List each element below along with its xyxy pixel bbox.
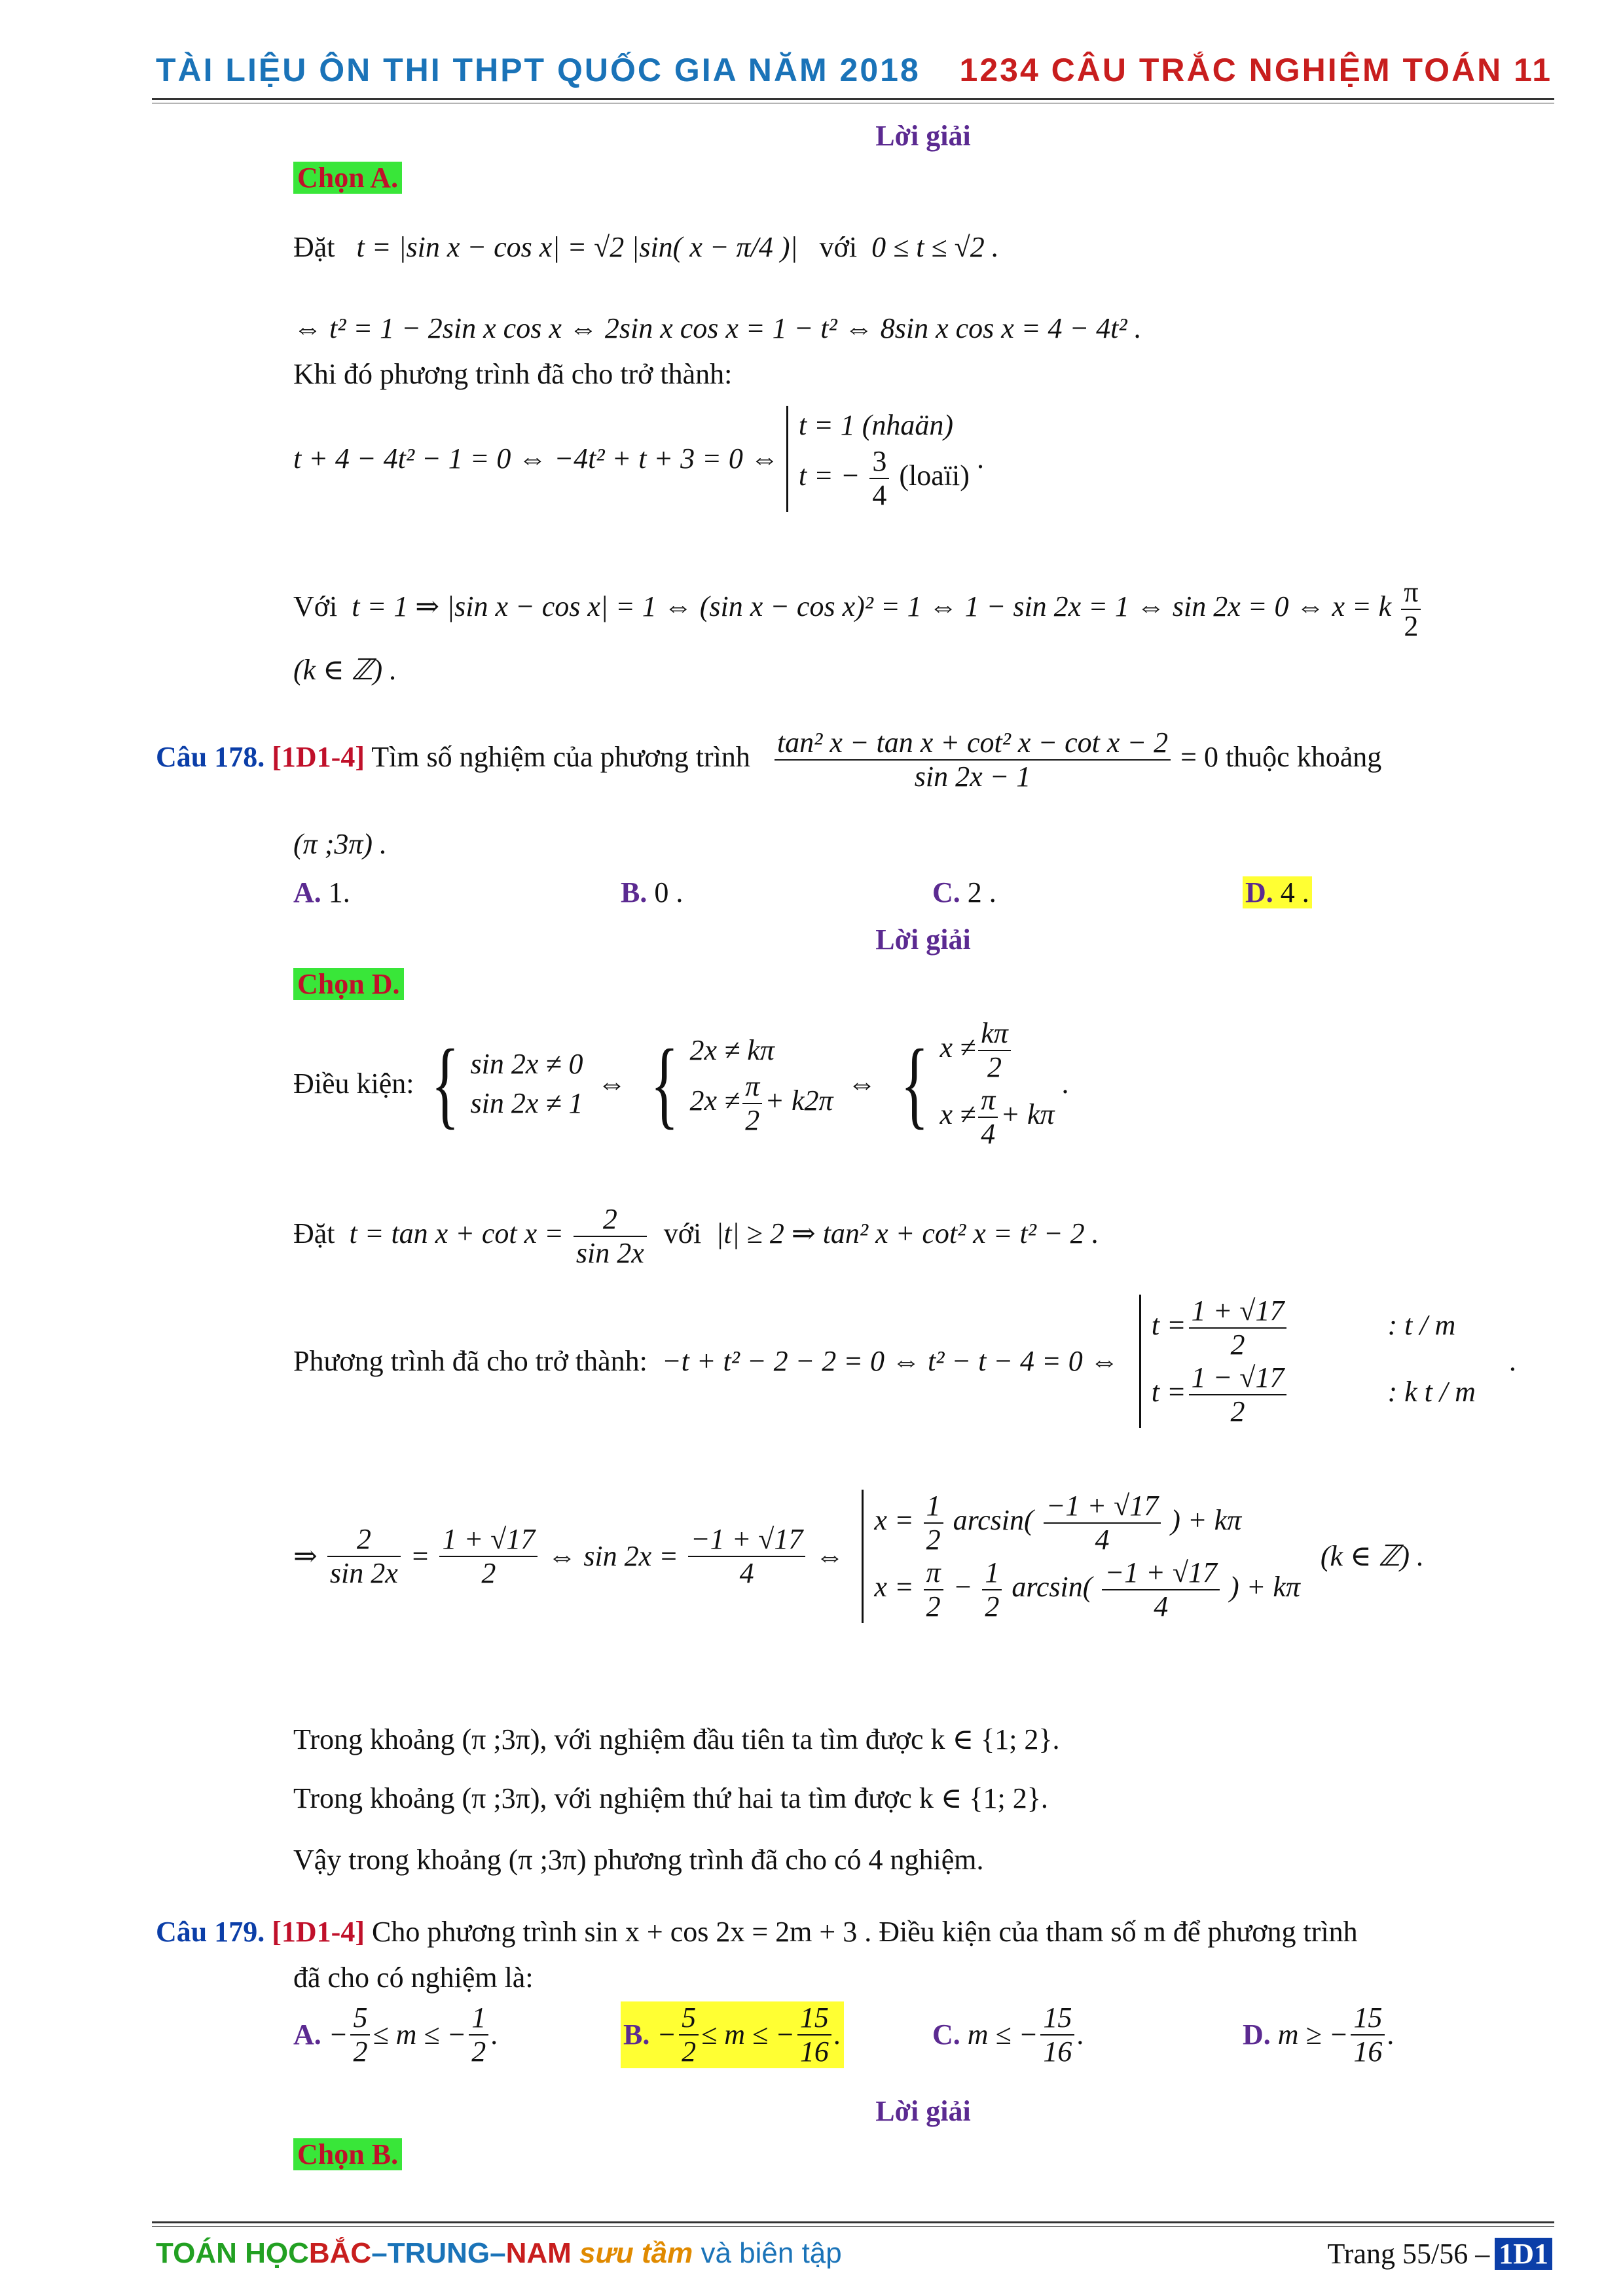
option-b[interactable] — [621, 2001, 844, 2068]
sol1-line2: ⇔ t² = 1 − 2sin x cos x ⇔ 2sin x cos x = 1 − t² ⇔ 8sin x cos x = 4 − 4t² . — [293, 312, 1142, 344]
header-rule — [152, 98, 1554, 100]
frac-sin-value — [1102, 1556, 1220, 1623]
footer-page — [1327, 2237, 1552, 2270]
cond-c2-lhs: x ≠ — [939, 1098, 976, 1131]
root-note: : k t / m — [1387, 1376, 1476, 1408]
cond-b2 — [690, 1070, 833, 1137]
header-title-left: TÀI LIỆU ÔN THI THPT QUỐC GIA NĂM 2018 — [156, 52, 921, 88]
option-d[interactable] — [1243, 874, 1312, 911]
option-label: C. — [932, 876, 960, 908]
option-d[interactable] — [1243, 2001, 1395, 2068]
frac-den: 2 — [987, 1051, 1002, 1083]
conclusion-1: Trong khoảng (π ;3π), với nghiệm đầu tiên ta tìm được k ∈ {1; 2}. — [293, 1723, 1060, 1755]
sol1-line3: Khi đó phương trình đã cho trở thành: — [293, 358, 733, 390]
case-t2 — [799, 445, 970, 512]
frac-den: sin 2x − 1 — [914, 761, 1031, 793]
header-title-right: 1234 CÂU TRẮC NGHIỆM TOÁN 11 — [959, 52, 1552, 88]
frac-num: 5 — [350, 2001, 370, 2036]
case-t1: t = 1 (nhaän) — [798, 409, 954, 441]
footer-brand — [156, 2237, 842, 2270]
expr-t-condition: |t| ≥ 2 ⇒ tan² x + cot² x = t² − 2 . — [716, 1217, 1099, 1250]
frac-num: 15 — [1040, 2001, 1074, 2036]
text-ineq: ≤ m ≤ − — [373, 2018, 467, 2051]
option-b[interactable] — [621, 874, 683, 911]
text-dat: Đặt — [293, 1217, 335, 1250]
frac-num: kπ — [978, 1017, 1011, 1051]
frac-den: 2 — [926, 1524, 941, 1556]
question-number: Câu 179. — [156, 1916, 265, 1948]
frac-num: 1 — [924, 1490, 943, 1524]
frac-den: 2 — [481, 1557, 496, 1589]
frac-15-16 — [1351, 2001, 1385, 2068]
frac-num: 1 — [982, 1556, 1002, 1590]
option-value: 2 . — [967, 876, 996, 908]
text-sin2x: ⇔ sin 2x = — [547, 1540, 678, 1572]
frac-num: 5 — [679, 2001, 699, 2036]
chosen-label: Chọn A. — [293, 162, 402, 194]
bracket-roots — [1139, 1295, 1476, 1428]
frac-15-16 — [797, 2001, 831, 2068]
frac-num: −1 + √17 — [688, 1523, 806, 1557]
system-c — [940, 1017, 1055, 1151]
sol-lhs: x = — [874, 1571, 914, 1604]
frac-den: 2 — [682, 2036, 697, 2068]
cond-c1 — [940, 1017, 1055, 1084]
footer-rule — [152, 2221, 1554, 2223]
text-voi: với — [819, 231, 858, 263]
brace-icon: { — [900, 1030, 929, 1138]
sol1-line1 — [293, 229, 999, 266]
cond-c1-lhs: x ≠ — [939, 1031, 976, 1064]
solution-heading: Lời giải — [875, 120, 971, 152]
cond-a2: sin 2x ≠ 1 — [470, 1087, 583, 1119]
cond-a1: sin 2x ≠ 0 — [470, 1048, 583, 1080]
brace-icon: { — [430, 1030, 460, 1138]
question-tag: [1D1-4] — [272, 741, 365, 774]
root-2 — [1152, 1361, 1476, 1428]
frac-equation — [775, 726, 1171, 793]
cond-b1: 2x ≠ kπ — [689, 1034, 775, 1066]
frac-den: 4 — [1095, 1524, 1110, 1556]
frac-root — [439, 1523, 538, 1590]
option-a[interactable] — [293, 874, 350, 911]
frac-den: 4 — [981, 1118, 996, 1150]
sol1-line4: t + 4 − 4t² − 1 = 0 ⇔ −4t² + t + 3 = 0 ⇔ t = 1 (nhaän) t = − $\frac{3}{4}$ (loaïi) . — [293, 406, 984, 512]
frac-root-1 — [1189, 1295, 1287, 1361]
option-label: D. — [1245, 876, 1273, 908]
option-label: A. — [293, 2018, 321, 2051]
frac-num: 1 + √17 — [1189, 1295, 1287, 1329]
footer-brand-4: NAM — [505, 2237, 572, 2269]
solution-1 — [874, 1490, 1300, 1556]
frac-5-2 — [350, 2001, 370, 2068]
text-minus: − — [328, 2018, 348, 2051]
conclusion-3: Vậy trong khoảng (π ;3π) phương trình đã cho có 4 nghiệm. — [293, 1844, 984, 1876]
chosen-label: Chọn B. — [293, 2138, 402, 2170]
quadratic-step: Phương trình đã cho trở thành: −t + t² − 2 − 2 = 0 ⇔ t² − t − 4 = 0 ⇔ t = $\frac{1 + √17}{2}$ : t / m t = $\frac{1 - √17}{2}$ : k t / m . — [293, 1295, 1516, 1427]
footer-brand-1: TOÁN HỌC — [156, 2237, 309, 2269]
text-dieu-kien: Điều kiện: — [293, 1067, 414, 1100]
text-ineq: ≤ m ≤ − — [701, 2018, 795, 2051]
frac-2-sin2x — [327, 1523, 401, 1590]
result-step — [293, 1490, 1424, 1623]
option-label: B. — [621, 876, 647, 908]
chapter-badge: 1D1 — [1495, 2238, 1552, 2270]
text-eq: = — [410, 1540, 430, 1572]
solution-heading: Lời giải — [875, 2095, 971, 2127]
frac-den: sin 2x — [575, 1237, 644, 1269]
frac-sin-value — [688, 1523, 806, 1590]
text-voi-2: Với — [293, 590, 338, 623]
text-ineq: m ≥ − — [1277, 2018, 1349, 2051]
sol-lhs: x = — [874, 1504, 914, 1537]
frac-3-4 — [869, 445, 889, 512]
frac-den: 4 — [872, 479, 887, 511]
case-t2-note: (loaïi) — [899, 459, 970, 492]
question-tail: = 0 thuộc khoảng — [1180, 741, 1382, 774]
root-lhs: t = — [1151, 1309, 1186, 1342]
cond-c2 — [940, 1084, 1055, 1151]
text-dot: . — [1387, 2018, 1395, 2051]
text-kpi: ) + kπ — [1171, 1504, 1242, 1537]
option-value: 1. — [328, 876, 350, 908]
question-text: Tìm số nghiệm của phương trình — [371, 741, 750, 774]
expr-sin2x: t = 1 ⇒ |sin x − cos x| = 1 ⇔ (sin x − cos x)² = 1 ⇔ 1 − sin 2x = 1 ⇔ sin 2x = 0 ⇔ x = k — [352, 590, 1392, 623]
conclusion-2: Trong khoảng (π ;3π), với nghiệm thứ hai ta tìm được k ∈ {1; 2}. — [293, 1782, 1048, 1814]
frac-num: 1 — [469, 2001, 488, 2036]
option-value: 4 . — [1280, 876, 1309, 908]
frac-den: 2 — [353, 2036, 368, 2068]
frac-kpi-2 — [978, 1017, 1011, 1084]
footer-brand-6: và biên tập — [693, 2237, 842, 2269]
system-b — [690, 1031, 833, 1137]
bracket-solutions — [862, 1490, 1300, 1623]
page-number: Trang 55/56 – — [1327, 2238, 1490, 2270]
frac-1-2 — [469, 2001, 488, 2068]
text-pt: Phương trình đã cho trở thành: — [293, 1345, 647, 1377]
option-a[interactable] — [293, 2001, 498, 2068]
option-label: D. — [1243, 2018, 1271, 2051]
frac-1-2 — [982, 1556, 1002, 1623]
sol1-line5 — [293, 576, 1423, 643]
solution-2 — [874, 1556, 1300, 1623]
frac-den: 2 — [1230, 1329, 1245, 1361]
frac-num: 15 — [1351, 2001, 1385, 2036]
option-c[interactable] — [932, 874, 996, 911]
frac-pi-2 — [924, 1556, 943, 1623]
frac-15-16 — [1040, 2001, 1074, 2068]
text-dat: Đặt — [293, 231, 335, 263]
frac-2-sin2x — [574, 1203, 647, 1270]
root-1 — [1152, 1295, 1476, 1361]
question-interval: (π ;3π) . — [293, 828, 388, 860]
frac-den: 16 — [1353, 2036, 1383, 2068]
text-ineq: m ≤ − — [967, 2018, 1038, 2051]
text-k-in-z: (k ∈ ℤ) . — [1320, 1540, 1425, 1572]
expr-t-range: 0 ≤ t ≤ √2 . — [871, 231, 999, 263]
footer-brand-3: –TRUNG– — [371, 2237, 506, 2269]
frac-num: −1 + √17 — [1044, 1490, 1161, 1524]
option-value: 0 . — [654, 876, 684, 908]
frac-pi-2 — [742, 1070, 762, 1137]
frac-num: π — [924, 1556, 943, 1590]
case-t2-lhs: t = − — [798, 459, 860, 492]
conditions: Điều kiện: { sin 2x ≠ 0 sin 2x ≠ 1 ⇔ { 2x ≠ kπ 2x ≠ $\frac{\pi}{2}$ + k2π ⇔ { x ≠ $\frac{k\pi}{2}$ x ≠ $\frac{\pi}{4}$ + kπ . — [293, 1017, 1069, 1150]
frac-den: sin 2x — [329, 1557, 398, 1589]
frac-root-2 — [1189, 1361, 1287, 1428]
text-dot: . — [1077, 2018, 1085, 2051]
frac-den: 2 — [1404, 610, 1419, 642]
frac-den: 2 — [926, 1590, 941, 1623]
text-voi: với — [663, 1217, 702, 1250]
option-label: B. — [623, 2018, 650, 2051]
frac-den: 4 — [1154, 1590, 1169, 1623]
question-text: Cho phương trình sin x + cos 2x = 2m + 3 . Điều kiện của tham số m để phương trình — [371, 1916, 1358, 1948]
text-dot: . — [833, 2018, 841, 2051]
frac-num: π — [1401, 576, 1421, 610]
root-note: : t / m — [1387, 1309, 1456, 1342]
root-lhs: t = — [1151, 1376, 1186, 1408]
frac-num: 3 — [869, 445, 889, 479]
frac-1-2 — [924, 1490, 943, 1556]
footer-rule-thin — [152, 2226, 1554, 2227]
question-tag: [1D1-4] — [272, 1916, 365, 1948]
expr-quadratic: t + 4 − 4t² − 1 = 0 ⇔ −4t² + t + 3 = 0 ⇔ — [293, 442, 779, 475]
frac-num: 15 — [797, 2001, 831, 2036]
frac-den: 2 — [985, 1590, 1000, 1623]
frac-den: 2 — [1230, 1395, 1245, 1427]
frac-num: π — [742, 1070, 762, 1104]
frac-den: 4 — [739, 1557, 754, 1589]
option-label: A. — [293, 876, 321, 908]
frac-den: 16 — [799, 2036, 829, 2068]
option-c[interactable] — [932, 2001, 1084, 2068]
chosen-answer — [293, 160, 402, 196]
frac-num: −1 + √17 — [1102, 1556, 1220, 1590]
solution-heading: Lời giải — [875, 924, 971, 956]
frac-den: 2 — [745, 1104, 760, 1136]
question-text-2: đã cho có nghiệm là: — [293, 1962, 534, 1994]
chosen-answer — [293, 2136, 402, 2173]
frac-num: 2 — [327, 1523, 401, 1557]
question-number: Câu 178. — [156, 741, 265, 774]
system-a — [471, 1045, 583, 1123]
brace-icon: { — [649, 1030, 679, 1138]
frac-pi-2 — [1401, 576, 1421, 643]
text-implies: ⇒ — [293, 1540, 318, 1572]
frac-den: 2 — [471, 2036, 486, 2068]
text-iff: ⇔ — [815, 1540, 845, 1572]
bracket-cases — [786, 406, 970, 512]
text-kpi: ) + kπ — [1229, 1571, 1300, 1604]
chosen-label: Chọn D. — [293, 968, 404, 1000]
cond-b2-rhs: + k2π — [765, 1085, 833, 1117]
frac-sin-value — [1044, 1490, 1161, 1556]
text-arcsin: arcsin( — [1012, 1571, 1093, 1604]
frac-5-2 — [679, 2001, 699, 2068]
sol1-line6: (k ∈ ℤ) . — [293, 654, 397, 686]
footer-brand-5: sưu tầm — [579, 2237, 693, 2269]
frac-num: 1 − √17 — [1189, 1361, 1287, 1395]
footer-brand-2: BẮC — [308, 2237, 372, 2269]
text-minus: − — [953, 1571, 973, 1604]
chosen-answer — [293, 966, 404, 1003]
question-179 — [156, 1914, 1358, 1950]
frac-num: π — [978, 1084, 998, 1118]
text-minus: − — [657, 2018, 677, 2051]
text-arcsin: arcsin( — [953, 1504, 1034, 1537]
cond-c2-rhs: + kπ — [1000, 1098, 1055, 1131]
expr-quadratic: −t + t² − 2 − 2 = 0 ⇔ t² − t − 4 = 0 ⇔ — [661, 1345, 1119, 1377]
cond-b2-lhs: 2x ≠ — [689, 1085, 740, 1117]
frac-num: tan² x − tan x + cot² x − cot x − 2 — [775, 726, 1171, 761]
question-178 — [156, 726, 1381, 793]
text-dot: . — [491, 2018, 499, 2051]
frac-num: 1 + √17 — [439, 1523, 538, 1557]
substitution — [293, 1203, 1099, 1270]
option-label: C. — [932, 2018, 960, 2051]
frac-pi-4 — [978, 1084, 998, 1151]
expr-t-tan-cot: t = tan x + cot x = — [349, 1217, 564, 1250]
frac-num: 2 — [574, 1203, 647, 1237]
expr-t-def: t = |sin x − cos x| = √2 |sin( x − π/4 )| — [356, 231, 798, 263]
frac-den: 16 — [1043, 2036, 1072, 2068]
